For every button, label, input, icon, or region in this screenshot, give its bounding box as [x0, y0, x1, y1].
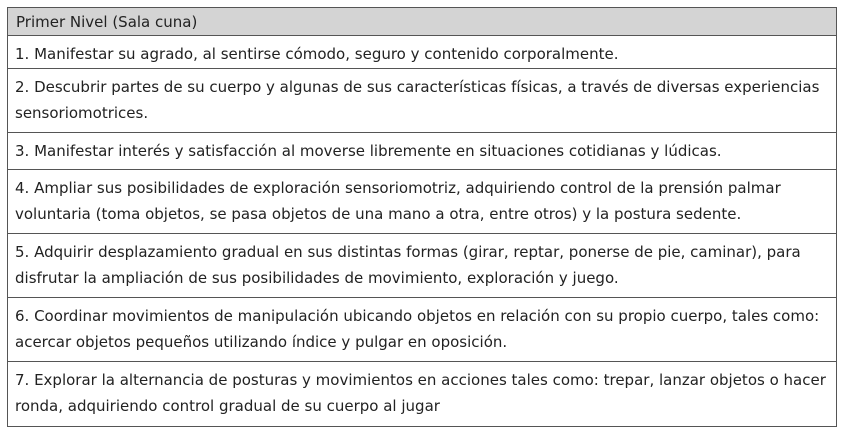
table-row: 4. Ampliar sus posibilidades de exploración sensoriomotriz, adquiriendo control de la prensión palmar voluntaria (toma objetos, se pasa objetos de una mano a otra, entre otros) y la postura sedente.	[8, 170, 836, 234]
table-row: 1. Manifestar su agrado, al sentirse cómodo, seguro y contenido corporalmente.	[8, 36, 836, 69]
table-row: 5. Adquirir desplazamiento gradual en sus distintas formas (girar, reptar, ponerse de pie, caminar), para disfrutar la ampliación de sus posibilidades de movimiento, exploración y juego.	[8, 234, 836, 298]
table-row: 2. Descubrir partes de su cuerpo y algunas de sus características físicas, a través de diversas experiencias sensoriomotrices.	[8, 69, 836, 133]
table-row: 6. Coordinar movimientos de manipulación ubicando objetos en relación con su propio cuerpo, tales como: acercar objetos pequeños utilizando índice y pulgar en oposición.	[8, 298, 836, 362]
objectives-table	[7, 7, 837, 427]
table-header: Primer Nivel (Sala cuna)	[8, 8, 836, 36]
table-row: 7. Explorar la alternancia de posturas y movimientos en acciones tales como: trepar, lanzar objetos o hacer ronda, adquiriendo control gradual de su cuerpo al jugar	[15, 371, 826, 415]
table-row: 3. Manifestar interés y satisfacción al moverse libremente en situaciones cotidianas y lúdicas.	[8, 133, 836, 170]
